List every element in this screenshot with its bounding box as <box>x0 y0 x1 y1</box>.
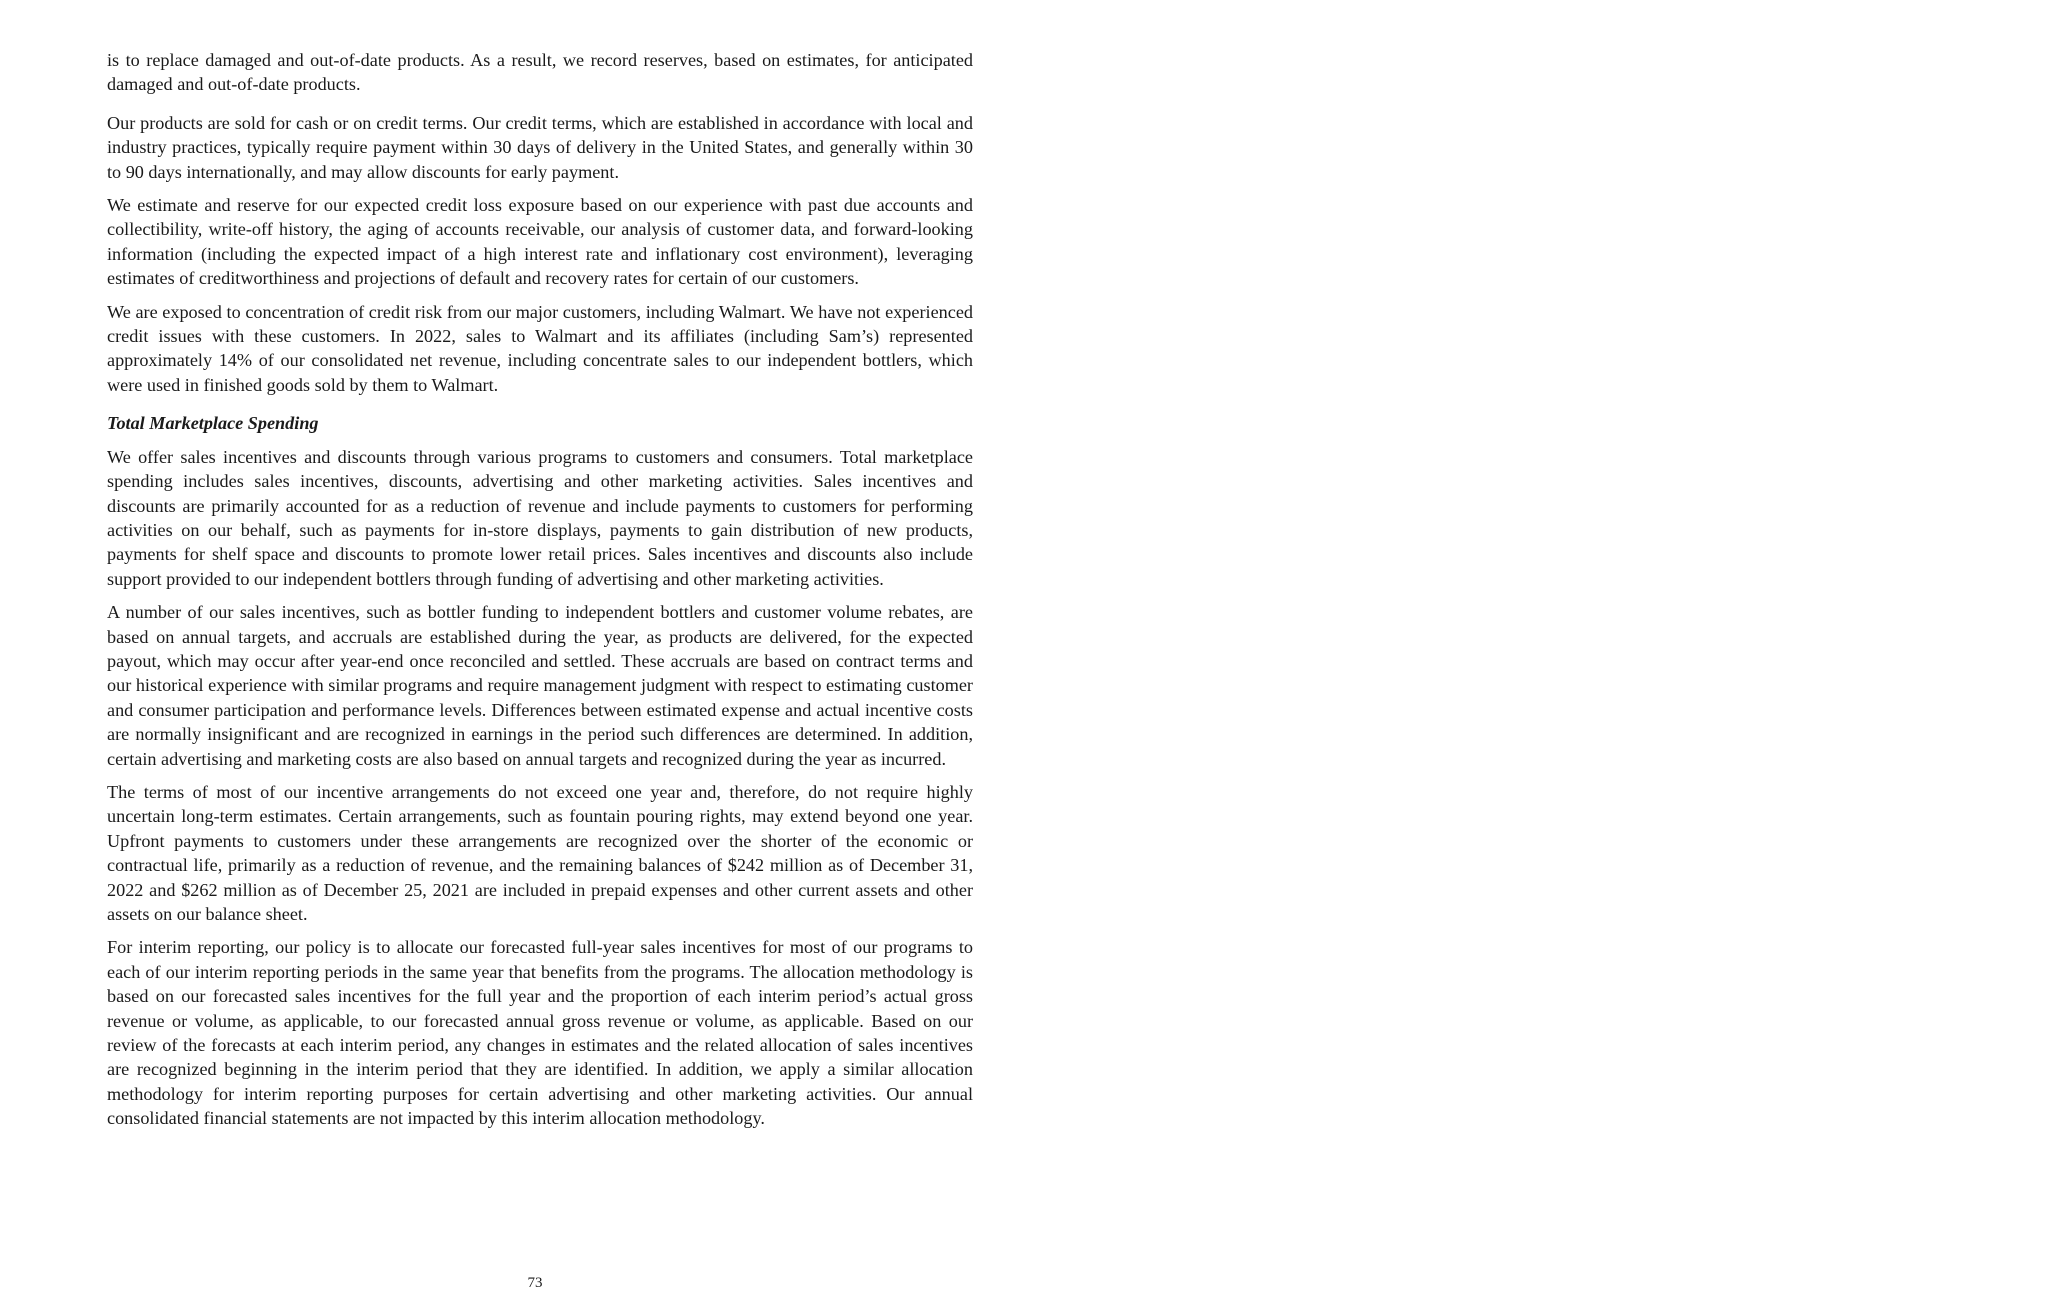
paragraph-incentive-terms: The terms of most of our incentive arrangements do not exceed one year and, therefore, do not require highly uncertain long-term estimates. Certain arrangements, such as fountain pouring rights, may extend beyond one year. Upfront payments to customers under these arrangements are recognized over the shorter of the economic or contractual life, primarily as a reduction of revenue, and the remaining balances of $242 million as of December 31, 2022 and $262 million as of December 25, 2021 are included in prepaid expenses and other current assets and other assets on our balance sheet. <box>107 781 973 924</box>
document-page <box>107 48 973 1140</box>
page-number: 73 <box>527 1275 543 1291</box>
paragraph-credit-loss: We estimate and reserve for our expected credit loss exposure based on our experience with past due accounts and collectibility, write-off history, the aging of accounts receivable, our analysis of customer data, and forward-looking information (including the expected impact of a high interest rate and inflationary cost environment), leveraging estimates of creditworthiness and projections of default and recovery rates for certain of our customers. <box>107 195 973 289</box>
section-heading: Total Marketplace Spending <box>107 413 319 434</box>
paragraph-sales-incentives: We offer sales incentives and discounts through various programs to customers and consumers. Total marketplace spending includes sales incentives, discounts, advertising and other marketing activities. Sales incentives and discounts are primarily accounted for as a reduction of revenue and include payments to customers for performing activities on our behalf, such as payments for in-store displays, payments to gain distribution of new products, payments for shelf space and discounts to promote lower retail prices. Sales incentives and discounts also include support provided to our independent bottlers through funding of advertising and other marketing activities. <box>107 446 973 589</box>
paragraph-concentration-risk: We are exposed to concentration of credit risk from our major customers, including Walmart. We have not experienced credit issues with these customers. In 2022, sales to Walmart and its affiliates (including Sam’s) represented approximately 14% of our consolidated net revenue, including concentrate sales to our independent bottlers, which were used in finished goods sold by them to Walmart. <box>107 301 973 395</box>
paragraph-interim-reporting: For interim reporting, our policy is to allocate our forecasted full-year sales incentives for most of our programs to each of our interim reporting periods in the same year that benefits from the programs. The allocation methodology is based on our forecasted sales incentives for the full year and the proportion of each interim period’s actual gross revenue or volume, as applicable, to our forecasted annual gross revenue or volume, as applicable. Based on our review of the forecasts at each interim period, any changes in estimates and the related allocation of sales incentives are recognized beginning in the interim period that they are identified. In addition, we apply a similar allocation methodology for interim reporting purposes for certain advertising and other marketing activities. Our annual consolidated financial statements are not impacted by this interim allocation methodology. <box>107 937 973 1129</box>
paragraph-accruals: A number of our sales incentives, such as bottler funding to independent bottlers and customer volume rebates, are based on annual targets, and accruals are established during the year, as products are delivered, for the expected payout, which may occur after year-end once reconciled and settled. These accruals are based on contract terms and our historical experience with similar programs and require management judgment with respect to estimating customer and consumer participation and performance levels. Differences between estimated expense and actual incentive costs are normally insignificant and are recognized in earnings in the period such differences are determined. In addition, certain advertising and marketing costs are also based on annual targets and recognized during the year as incurred. <box>107 602 973 769</box>
paragraph-credit-terms: Our products are sold for cash or on credit terms. Our credit terms, which are established in accordance with local and industry practices, typically require payment within 30 days of delivery in the United States, and generally within 30 to 90 days internationally, and may allow discounts for early payment. <box>107 112 973 182</box>
paragraph-reserves: is to replace damaged and out-of-date products. As a result, we record reserves, based on estimates, for anticipated damaged and out-of-date products. <box>107 50 973 95</box>
